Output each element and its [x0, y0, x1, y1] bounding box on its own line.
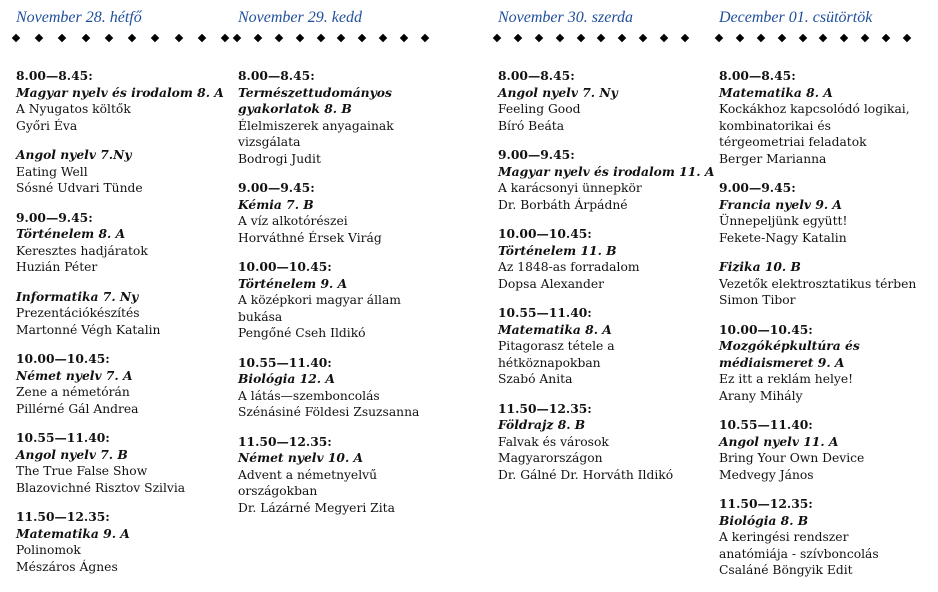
- schedule-entry: [16, 289, 246, 339]
- divider-dot: [681, 34, 689, 42]
- entry-title: Zene a németórán: [16, 385, 130, 399]
- dotted-divider: [494, 33, 688, 43]
- entry-title: anatómiája - szívboncolás: [719, 546, 879, 561]
- entry-title: Az 1848-as forradalom: [498, 260, 640, 274]
- schedule-entry: [16, 430, 246, 496]
- entry-time: 10.55—11.40:: [238, 354, 332, 370]
- entry-teacher: Dr. Lázárné Megyeri Zita: [238, 500, 395, 515]
- entry-teacher: Szabó Anita: [498, 372, 573, 386]
- entry-subject: Biológia 8. B: [719, 512, 809, 528]
- day-entries: [719, 68, 938, 592]
- schedule-entry: [719, 322, 938, 405]
- schedule-entry: [16, 147, 246, 197]
- entry-subject: Természettudományos: [238, 84, 392, 100]
- entry-subject: Angol nyelv 7. B: [16, 446, 128, 462]
- entry-teacher: Pengőné Cseh Ildikó: [238, 326, 366, 340]
- entry-title: Kockákhoz kapcsolódó logikai,: [719, 102, 910, 116]
- entry-time: 10.00—10.45:: [16, 351, 110, 366]
- divider-dot: [840, 34, 848, 42]
- divider-dot: [493, 34, 501, 42]
- divider-dot: [819, 34, 827, 42]
- entry-title: Prezentációkészítés: [16, 306, 140, 320]
- divider-dot: [400, 34, 408, 42]
- entry-time: 9.00—9.45:: [16, 209, 93, 225]
- entry-title: Bring Your Own Device: [719, 451, 865, 465]
- entry-title: A Nyugatos költők: [16, 102, 131, 116]
- schedule-entry: [498, 305, 728, 388]
- entry-teacher: Horváthné Érsek Virág: [238, 230, 382, 245]
- entry-title: vizsgálata: [238, 135, 301, 149]
- divider-dot: [882, 34, 890, 42]
- entry-teacher: Győri Éva: [16, 118, 78, 133]
- entry-title: A víz alkotórészei: [238, 214, 348, 228]
- entry-subject: Angol nyelv 11. A: [719, 433, 839, 449]
- schedule-entry: [719, 259, 938, 309]
- entry-subject: Matematika 9. A: [16, 525, 130, 541]
- day-entries: [16, 68, 246, 588]
- entry-time: 9.00—9.45:: [719, 180, 796, 195]
- entry-title: Magyarországon: [498, 451, 603, 465]
- entry-time: 8.00—8.45:: [238, 68, 315, 83]
- entry-teacher: Blazovichné Risztov Szilvia: [16, 480, 186, 495]
- entry-title: Polinomok: [16, 543, 81, 557]
- divider-dot: [105, 34, 113, 42]
- divider-dot: [597, 34, 605, 42]
- entry-time: 8.00—8.45:: [16, 68, 93, 83]
- entry-time: 10.55—11.40:: [719, 417, 813, 432]
- day-title: November 30. szerda: [498, 9, 633, 26]
- entry-teacher: Martonné Végh Katalin: [16, 322, 161, 337]
- dotted-divider: [13, 33, 228, 43]
- entry-title: térgeometriai feladatok: [719, 135, 867, 149]
- entry-subject: Földrajz 8. B: [498, 417, 586, 432]
- entry-title: A keringési rendszer: [719, 530, 849, 544]
- entry-subject: Magyar nyelv és irodalom 11. A: [498, 163, 715, 179]
- entry-title: Élelmiszerek anyagainak: [238, 118, 394, 133]
- divider-dot: [275, 34, 283, 42]
- entry-time: 9.00—9.45:: [238, 180, 315, 195]
- divider-dot: [254, 34, 262, 42]
- schedule-entry: [498, 226, 728, 292]
- entry-time: 9.00—9.45:: [498, 147, 575, 162]
- divider-dot: [35, 34, 43, 42]
- entry-time: 11.50—12.35:: [16, 509, 110, 524]
- dotted-divider: [234, 33, 428, 43]
- divider-dot: [514, 34, 522, 42]
- divider-dot: [421, 34, 429, 42]
- entry-teacher: Szénásiné Földesi Zsuzsanna: [238, 405, 420, 419]
- schedule-entry: [719, 496, 938, 579]
- divider-dot: [358, 34, 366, 42]
- schedule-entry: [238, 434, 468, 517]
- day-title: November 28. hétfő: [16, 9, 142, 26]
- divider-dot: [81, 34, 89, 42]
- entry-title: Falvak és városok: [498, 434, 609, 449]
- divider-dot: [295, 34, 303, 42]
- entry-subject: Angol nyelv 7.Ny: [16, 147, 132, 162]
- entry-subject: Matematika 8. A: [719, 84, 833, 100]
- entry-subject: Történelem 8. A: [16, 226, 126, 241]
- divider-dot: [379, 34, 387, 42]
- divider-dot: [757, 34, 765, 42]
- divider-dot: [639, 34, 647, 42]
- divider-dot: [660, 34, 668, 42]
- entry-title: Vezetők elektrosztatikus térben: [719, 276, 917, 291]
- entry-teacher: Bodrogi Judit: [238, 151, 321, 166]
- entry-teacher: Csaláné Böngyik Edit: [719, 563, 853, 577]
- entry-title: hétköznapokban: [498, 355, 601, 370]
- entry-title: kombinatorikai és: [719, 118, 831, 133]
- divider-dot: [316, 34, 324, 42]
- entry-title: A középkori magyar állam: [238, 293, 401, 307]
- entry-subject: Fizika 10. B: [719, 259, 801, 274]
- entry-subject: Történelem 11. B: [498, 242, 617, 258]
- entry-subject: Német nyelv 7. A: [16, 367, 133, 383]
- divider-dot: [12, 34, 20, 42]
- entry-title: bukása: [238, 309, 283, 324]
- day-entries: [238, 68, 468, 529]
- day-title: December 01. csütörtök: [719, 9, 873, 26]
- entry-subject: Történelem 9. A: [238, 275, 348, 291]
- divider-dot: [58, 34, 66, 42]
- entry-title: The True False Show: [16, 464, 148, 478]
- day-title: November 29. kedd: [238, 9, 362, 26]
- entry-title: Ünnepeljünk együtt!: [719, 214, 848, 228]
- divider-dot: [736, 34, 744, 42]
- schedule-entry: [238, 68, 468, 167]
- entry-teacher: Dr. Borbáth Árpádné: [498, 197, 628, 212]
- entry-teacher: Fekete-Nagy Katalin: [719, 230, 847, 245]
- divider-dot: [777, 34, 785, 42]
- divider-dot: [233, 34, 241, 42]
- divider-dot: [861, 34, 869, 42]
- entry-title: Pitagorasz tétele a: [498, 339, 615, 353]
- entry-title: Keresztes hadjáratok: [16, 243, 148, 258]
- entry-title: országokban: [238, 484, 318, 498]
- entry-subject: médiaismeret 9. A: [719, 354, 845, 370]
- entry-title: A látás—szemboncolás: [238, 388, 380, 403]
- schedule-entry: [16, 509, 246, 575]
- schedule-entry: [16, 68, 246, 134]
- divider-dot: [151, 34, 159, 42]
- schedule-entry: [498, 147, 728, 213]
- day-entries: [498, 68, 728, 496]
- entry-title: A karácsonyi ünnepkör: [498, 181, 642, 195]
- entry-subject: Magyar nyelv és irodalom 8. A: [16, 84, 224, 100]
- schedule-entry: [16, 210, 246, 276]
- divider-dot: [715, 34, 723, 42]
- entry-teacher: Dr. Gálné Dr. Horváth Ildikó: [498, 467, 674, 482]
- schedule-entry: [719, 417, 938, 483]
- schedule-entry: [238, 355, 468, 421]
- entry-subject: Mozgóképkultúra és: [719, 338, 860, 353]
- entry-teacher: Berger Marianna: [719, 151, 827, 166]
- entry-time: 11.50—12.35:: [719, 496, 813, 511]
- entry-time: 10.00—10.45:: [498, 226, 592, 241]
- entry-teacher: Dopsa Alexander: [498, 276, 604, 291]
- schedule-entry: [498, 401, 728, 484]
- schedule-entry: [719, 68, 938, 167]
- entry-title: Ez itt a reklám helye!: [719, 372, 854, 386]
- entry-subject: Német nyelv 10. A: [238, 450, 364, 465]
- entry-teacher: Mészáros Ágnes: [16, 559, 118, 574]
- entry-subject: Biológia 12. A: [238, 371, 335, 386]
- entry-subject: gyakorlatok 8. B: [238, 101, 352, 116]
- entry-teacher: Medvegy János: [719, 467, 814, 482]
- entry-teacher: Arany Mihály: [719, 388, 803, 403]
- schedule-entry: [238, 259, 468, 342]
- entry-title: Feeling Good: [498, 102, 581, 116]
- entry-time: 10.00—10.45:: [238, 259, 332, 274]
- entry-time: 11.50—12.35:: [498, 400, 592, 416]
- schedule-entry: [498, 68, 728, 134]
- entry-teacher: Simon Tibor: [719, 293, 796, 307]
- schedule-entry: [16, 351, 246, 417]
- entry-teacher: Bíró Beáta: [498, 118, 565, 133]
- divider-dot: [903, 34, 911, 42]
- divider-dot: [128, 34, 136, 42]
- entry-time: 10.55—11.40:: [16, 430, 110, 445]
- entry-subject: Angol nyelv 7. Ny: [498, 84, 618, 100]
- divider-dot: [555, 34, 563, 42]
- entry-teacher: Huzián Péter: [16, 260, 98, 274]
- schedule-entry: [719, 180, 938, 246]
- divider-dot: [798, 34, 806, 42]
- divider-dot: [198, 34, 206, 42]
- dotted-divider: [716, 33, 910, 43]
- divider-dot: [337, 34, 345, 42]
- entry-teacher: Sósné Udvari Tünde: [16, 181, 143, 195]
- entry-time: 8.00—8.45:: [498, 68, 575, 83]
- schedule-entry: [238, 180, 468, 246]
- entry-subject: Kémia 7. B: [238, 196, 314, 212]
- entry-time: 10.00—10.45:: [719, 321, 813, 337]
- entry-teacher: Pillérné Gál Andrea: [16, 401, 139, 416]
- divider-dot: [535, 34, 543, 42]
- divider-dot: [576, 34, 584, 42]
- entry-title: Advent a németnyelvű: [238, 467, 378, 482]
- entry-subject: Informatika 7. Ny: [16, 288, 139, 304]
- divider-dot: [618, 34, 626, 42]
- entry-subject: Matematika 8. A: [498, 321, 612, 337]
- entry-time: 11.50—12.35:: [238, 433, 332, 449]
- divider-dot: [221, 34, 229, 42]
- entry-time: 8.00—8.45:: [719, 68, 796, 83]
- divider-dot: [174, 34, 182, 42]
- entry-title: Eating Well: [16, 164, 88, 179]
- entry-time: 10.55—11.40:: [498, 305, 592, 320]
- entry-subject: Francia nyelv 9. A: [719, 196, 842, 212]
